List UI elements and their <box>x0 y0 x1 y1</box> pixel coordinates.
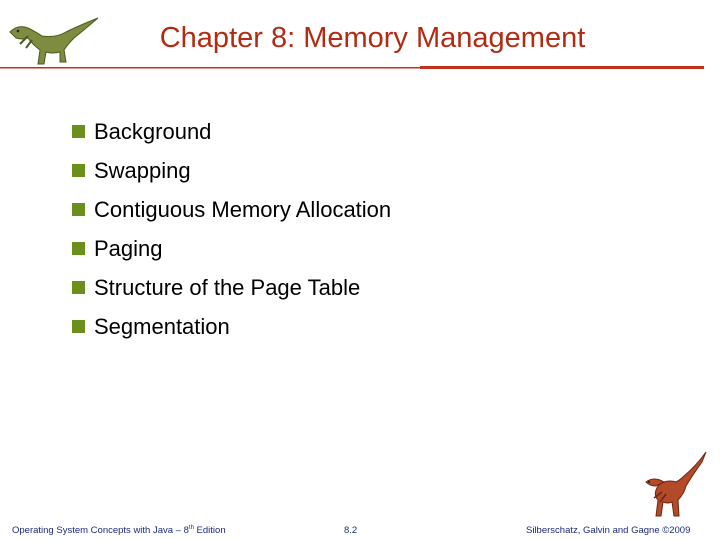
footer-copyright: Silberschatz, Galvin and Gagne ©2009 <box>526 525 691 536</box>
footer-book-title <box>12 525 226 536</box>
bullet-text: Swapping <box>94 157 191 183</box>
bullet-item <box>72 268 391 307</box>
bullet-text: Structure of the Page Table <box>94 274 361 300</box>
bullet-list <box>72 112 391 346</box>
footer-book-title-main: Operating System Concepts with Java – 8 <box>12 525 189 537</box>
bullet-text: Segmentation <box>94 313 230 339</box>
bullet-marker-icon <box>72 164 85 177</box>
bullet-text: Background <box>94 118 212 144</box>
bullet-marker-icon <box>72 281 85 294</box>
bullet-item <box>72 190 391 229</box>
title-underline <box>0 66 704 70</box>
bullet-text: Paging <box>94 235 163 261</box>
bullet-item <box>72 229 391 268</box>
bullet-marker-icon <box>72 242 85 255</box>
dinosaur-figure-icon <box>636 446 710 522</box>
bullet-text: Contiguous Memory Allocation <box>94 196 392 222</box>
bullet-item <box>72 151 391 190</box>
footer-page-number: 8.2 <box>344 525 358 536</box>
footer-edition-word: Edition <box>193 525 226 537</box>
footer-edition-sup: th <box>188 525 194 531</box>
slide-title: Chapter 8: Memory Management <box>159 22 586 54</box>
bullet-marker-icon <box>72 125 85 138</box>
bullet-item <box>72 112 391 151</box>
bullet-marker-icon <box>72 320 85 333</box>
bullet-marker-icon <box>72 203 85 216</box>
bullet-item <box>72 307 391 346</box>
